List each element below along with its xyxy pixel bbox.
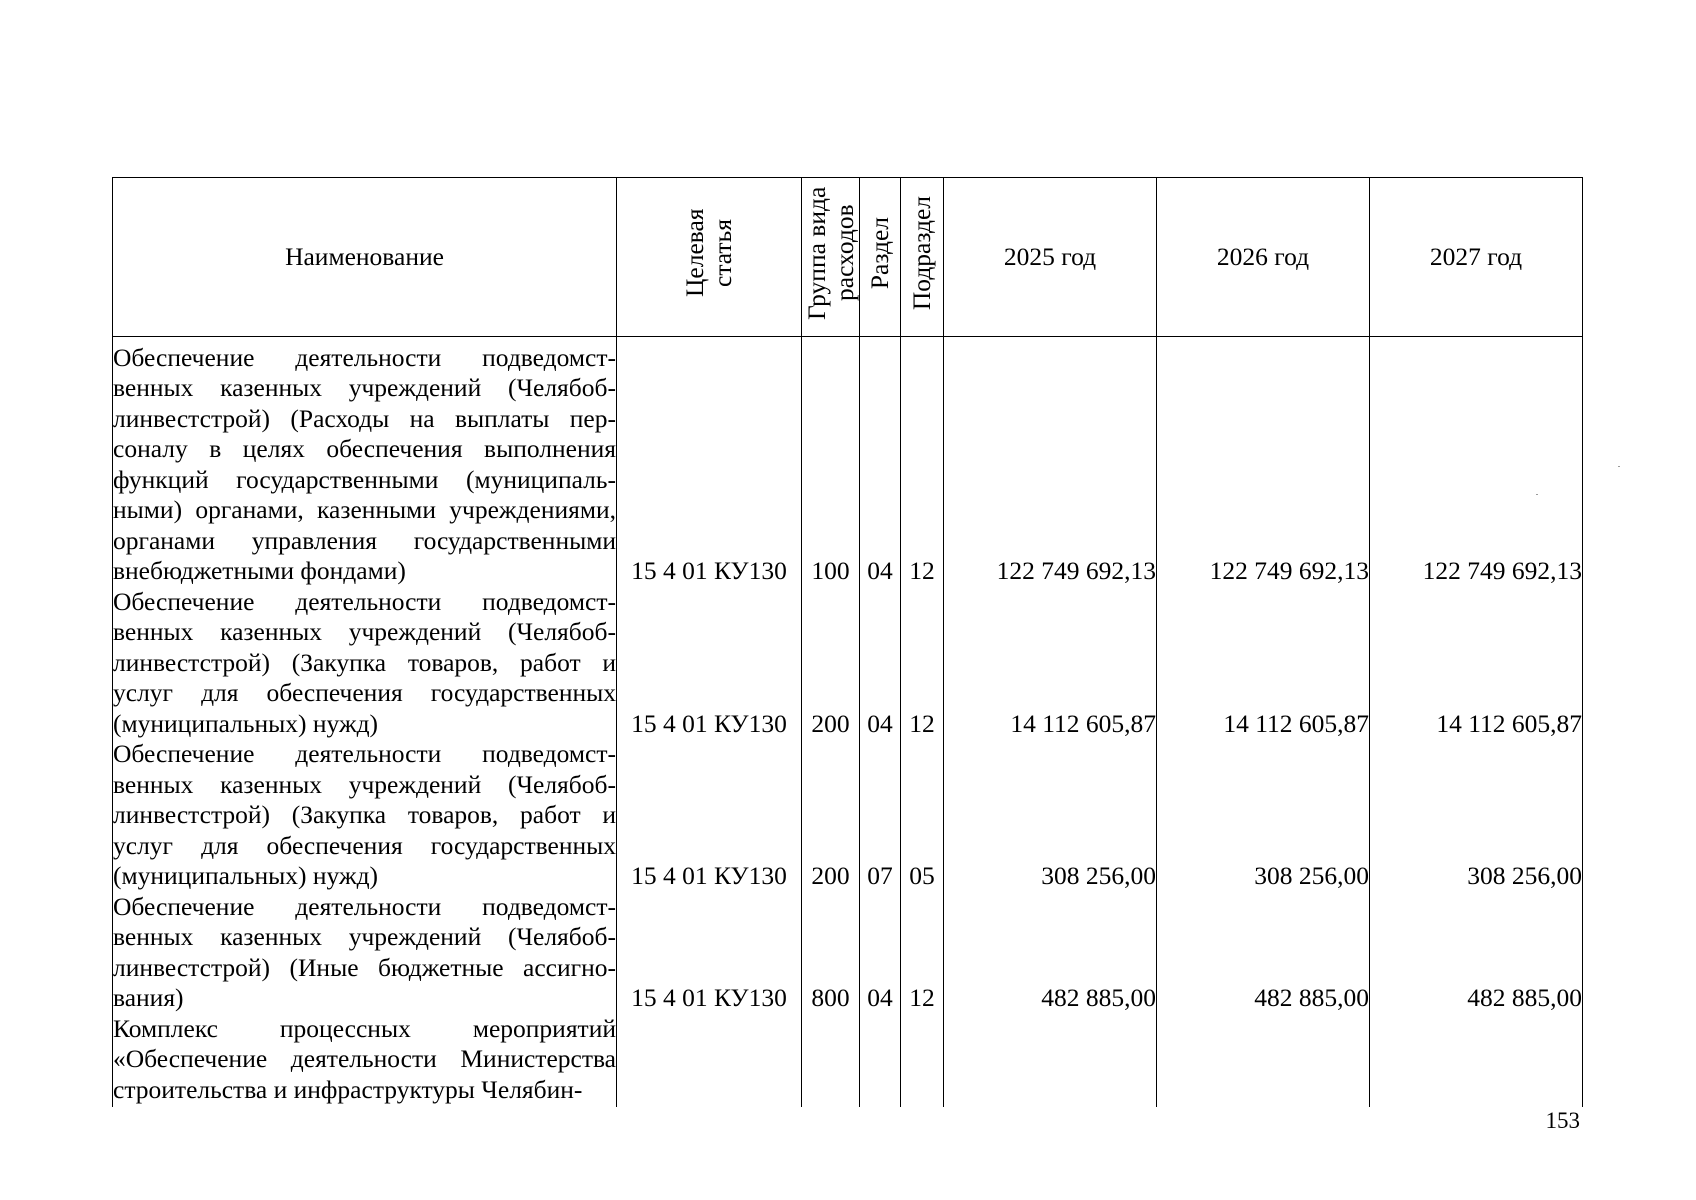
table-row (113, 587, 1583, 740)
table-row (113, 1014, 1583, 1107)
row-target-article: 15 4 01 КУ130 (617, 739, 802, 892)
row-amount-2027: 14 112 605,87 (1370, 587, 1583, 740)
row-target-article: 15 4 01 КУ130 (617, 587, 802, 740)
budget-table (112, 177, 1583, 1107)
table-row (113, 892, 1583, 1014)
page-number: 153 (1545, 1108, 1580, 1133)
header-expense-group: Группа вида расходов (802, 178, 860, 337)
header-section: Раздел (860, 178, 901, 337)
row-expense-group: 200 (802, 739, 860, 892)
row-name: Обеспечение деятельности подведомственных казенных учреждений (Челябоблинвестстрой) (Закупка товаров, работ и услуг для обеспечения государственных (муниципальных) нужд) (113, 739, 616, 890)
row-subsection: 12 (901, 336, 944, 587)
row-name: Обеспечение деятельности подведомственных казенных учреждений (Челябоблинвестстрой) (Иные бюджетные ассигнования) (113, 891, 616, 1012)
row-amount-2027 (1370, 1014, 1583, 1107)
row-section: 04 (860, 892, 901, 1014)
header-2025: 2025 год (944, 178, 1157, 337)
scan-speck (1536, 494, 1538, 495)
row-name: Обеспечение деятельности подведомственных казенных учреждений (Челябоблинвестстрой) (Расходы на выплаты персоналу в целях обеспечения выполнения функций государственными (муниципальными) органами, казенными учреждениями, органами управления государственными внебюджетными фондами) (113, 336, 617, 587)
row-expense-group (802, 1014, 860, 1107)
row-name: Комплекс процессных мероприятий «Обеспечение деятельности Министерства строительства и инфраструктуры Челябин- (113, 1014, 617, 1107)
row-amount-2025: 14 112 605,87 (944, 587, 1157, 740)
table-row (113, 336, 1583, 587)
row-amount-2025: 308 256,00 (944, 739, 1157, 892)
row-amount-2027: 482 885,00 (1370, 892, 1583, 1014)
row-amount-2026 (1157, 1014, 1370, 1107)
row-subsection: 12 (901, 892, 944, 1014)
row-amount-2027: 308 256,00 (1370, 739, 1583, 892)
row-expense-group: 200 (802, 587, 860, 740)
row-amount-2025 (944, 1014, 1157, 1107)
row-section: 07 (860, 739, 901, 892)
row-amount-2026: 308 256,00 (1157, 739, 1370, 892)
row-amount-2026: 482 885,00 (1157, 892, 1370, 1014)
row-target-article (617, 1014, 802, 1107)
row-amount-2026: 122 749 692,13 (1157, 336, 1370, 587)
row-expense-group: 800 (802, 892, 860, 1014)
row-section (860, 1014, 901, 1107)
row-target-article: 15 4 01 КУ130 (617, 336, 802, 587)
row-target-article: 15 4 01 КУ130 (617, 892, 802, 1014)
row-section: 04 (860, 587, 901, 740)
header-name: Наименование (113, 178, 617, 337)
row-amount-2026: 14 112 605,87 (1157, 587, 1370, 740)
table-header-row (113, 178, 1583, 337)
row-section: 04 (860, 336, 901, 587)
row-subsection: 05 (901, 739, 944, 892)
header-2026: 2026 год (1157, 178, 1370, 337)
header-2027: 2027 год (1370, 178, 1583, 337)
header-subsection: Подраздел (901, 178, 944, 337)
row-name: Обеспечение деятельности подведомственных казенных учреждений (Челябоблинвестстрой) (Закупка товаров, работ и услуг для обеспечения государственных (муниципальных) нужд) (113, 586, 616, 738)
row-amount-2027: 122 749 692,13 (1370, 336, 1583, 587)
row-subsection (901, 1014, 944, 1107)
row-amount-2025: 482 885,00 (944, 892, 1157, 1014)
row-amount-2025: 122 749 692,13 (944, 336, 1157, 587)
header-target-article: Целевая статья (617, 178, 802, 337)
row-expense-group: 100 (802, 336, 860, 587)
scan-speck (1618, 466, 1620, 467)
row-subsection: 12 (901, 587, 944, 740)
table-row (113, 739, 1583, 892)
